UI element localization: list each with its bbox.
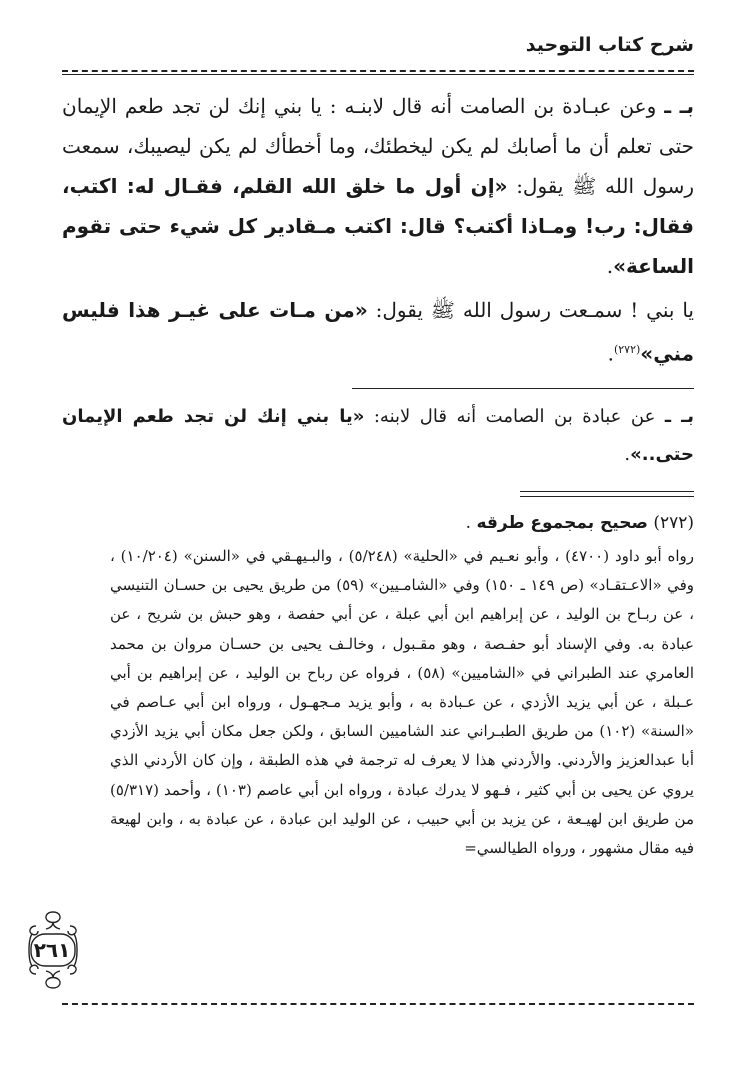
note-end: . xyxy=(624,444,631,465)
footnote-reference: (٢٧٢) xyxy=(613,343,641,356)
paragraph-text: يا بني ! سمـعت رسول الله ﷺ يقول: xyxy=(367,298,694,322)
paragraph-end: . xyxy=(606,254,614,278)
footnote-number: (٢٧٢) xyxy=(653,513,694,533)
running-header-title: شرح كتاب التوحيد xyxy=(525,34,694,56)
hadith-quote: «إن أول ما خلق الله القلم، فقـال له: اكتب، فقال: رب! ومـاذا أكتب؟ قال: اكتب مـقادير كل شيء حتى تقوم الساعة» xyxy=(62,174,694,278)
header-rule-thin xyxy=(62,74,694,75)
footnote-body: رواه أبو داود (٤٧٠٠) ، وأبو نعـيم في «الحلية» (٥/٢٤٨) ، والبـيهـقي في «السنن» (١٠/٢٠٤) ، وفي «الاعـتقـاد» (ص ١٤٩ ـ ١٥٠) وفي «الشامـيين» (٥٩) من طريق يحيى بن حسـان التنيسي ، عن ربـاح بن الوليد ، عن إبراهيم ابن أبي عبلة ، عن أبي حفصة ، وهو حبش بن شريح ، عن عبادة به. وفي الإسناد أبو حفـصة ، وهو مقـبول ، وخالـف يحيى بن حسـان مروان بن محمد العامري عند الطبراني في «الشاميين» (٥٨) ، فرواه عن رباح بن الوليد ، عن إبراهيم بن أبي عـبلة ، عن أبي يزيد الأزدي ، عن عـبادة به ، وأبو يزيد مـجهـول ، ورواه ابن أبي عـاصم في «السنة» (١٠٢) من طريق الطبـراني عند الشاميين السابق ، ولكن جعل مكان أبي يزيد الأزدي أبا عبدالعزيز والأردني. والأردني هذا لا يعرف له ترجمة في هذه الطبقة ، وإن كان الأردني الذي يروي عن يحيى بن أبي كثير ، فـهو لا يدرك عبادة ، ورواه ابن أبي عاصم (١٠٣) ، وأحمد (٥/٣١٧) من طريق ابن لهيـعة ، عن يزيد بن أبي حبيب ، عن الوليد ابن عبادة ، عن عبادة به ، وابن لهيعة فيه مقال مشهور ، ورواه الطيالسي= xyxy=(110,547,694,858)
footnote-rule-top xyxy=(520,491,694,492)
header-rule xyxy=(62,70,694,72)
main-paragraph-2 xyxy=(62,290,694,374)
note-quote: «يا بني إنك لن تجد طعم الإيمان حتى..» xyxy=(62,406,694,465)
page-number: ٢٦١ xyxy=(33,938,71,962)
heading-end: . xyxy=(465,513,472,533)
footer-rule xyxy=(62,1003,694,1005)
paragraph-marker: بـ ـ xyxy=(664,94,694,118)
section-divider xyxy=(352,388,694,389)
main-paragraph-1 xyxy=(62,86,694,286)
paragraph-text: وعن عبـادة بن الصامت أنه قال لابنـه : يا بني إنك لن تجد طعم الإيمان حتى تعلم أن ما أصابك لم يكن ليخطئك، وما أخطأك لم يكن ليصيبك، سمعت رسول الله ﷺ يقول: xyxy=(62,94,694,198)
paragraph-end: . xyxy=(607,341,614,366)
grading-text: صحيح بمجموع طرقه xyxy=(476,513,648,533)
variant-note xyxy=(62,398,694,474)
note-marker: بـ ـ xyxy=(664,406,694,427)
hadith-quote: «من مـات على غيـر هذا فليس مني» xyxy=(62,298,694,366)
page-number-ornament xyxy=(22,908,84,992)
note-text: عن عبادة بن الصامت أنه قال لابنه: xyxy=(364,406,665,427)
footnote-rule-bottom xyxy=(520,496,694,497)
footnote-heading xyxy=(62,508,694,538)
